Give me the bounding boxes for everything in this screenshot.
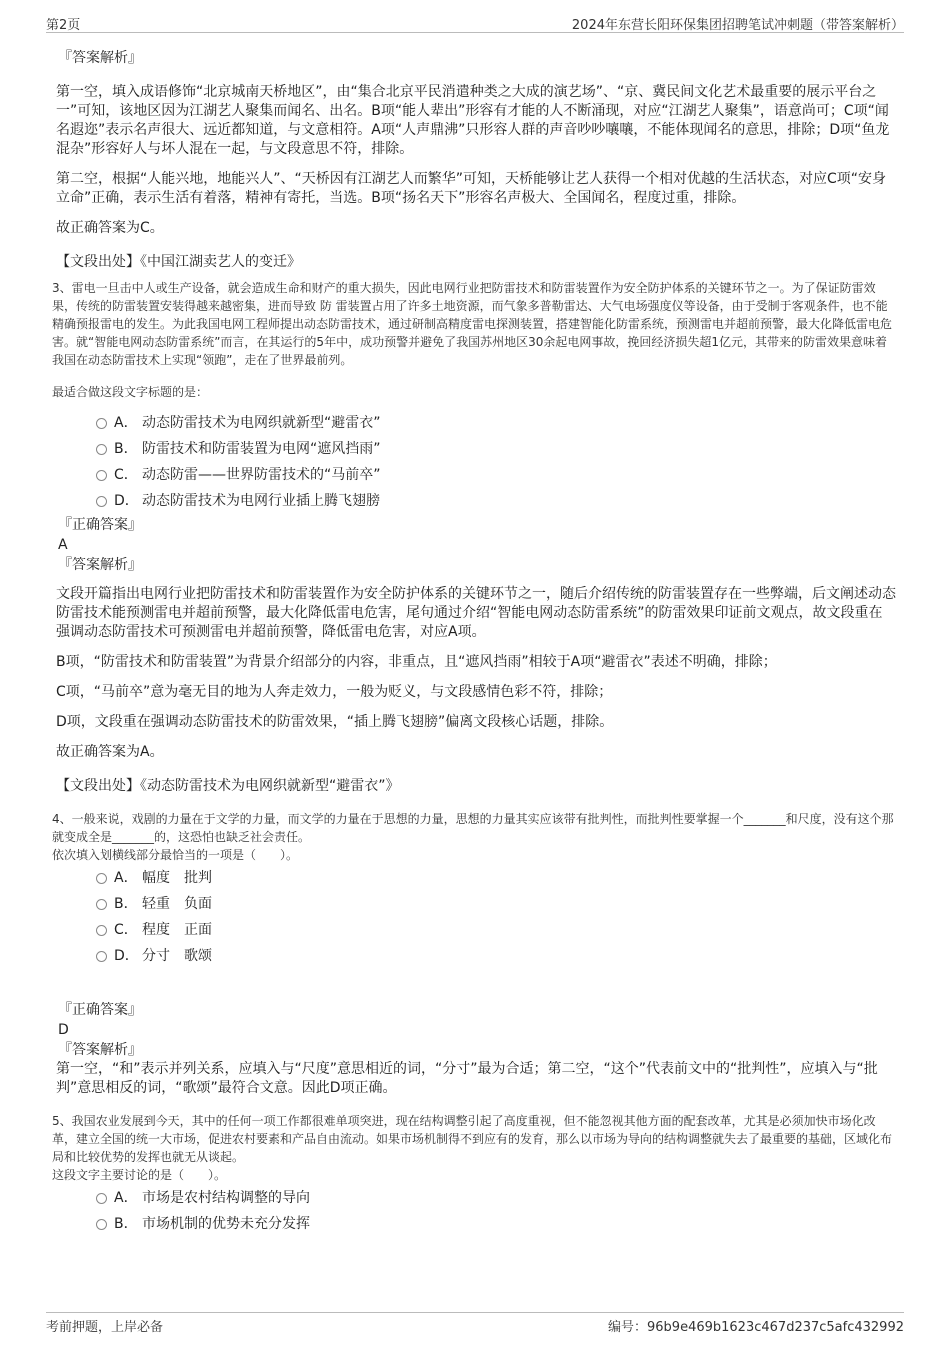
q3-option-d[interactable]: D． 动态防雷技术为电网行业插上腾飞翅膀 bbox=[56, 491, 896, 511]
document-code: 编号：96b9e469b1623c467d237c5afc432992 bbox=[608, 1320, 904, 1335]
q5-question-text: 5、我国农业发展到今天，其中的任何一项工作都很难单项突进，现在结构调整引起了高度重视，但不能忽视其他方面的配套改革，尤其是必须加快市场化改革，建立全国的统一大市场，促进农村要素和产品自由流动。如果市场机制得不到应有的发育，那么以市场为导向的结构调整就失去了最重要的基础，区域化布局和比较优势的发挥也就无从谈起。 bbox=[52, 1114, 893, 1164]
q5-option-b[interactable]: B． 市场机制的优势未充分发挥 bbox=[56, 1214, 896, 1234]
q4-options bbox=[56, 868, 896, 966]
page-content bbox=[52, 44, 896, 1234]
q4-option-d[interactable]: D． 分寸 歌颂 bbox=[56, 946, 896, 966]
radio-icon[interactable] bbox=[96, 925, 107, 936]
document-title: 2024年东营长阳环保集团招聘笔试冲刺题（带答案解析） bbox=[571, 18, 904, 33]
q3-analysis-p1: 文段开篇指出电网行业把防雷技术和防雷装置作为安全防护体系的关键环节之一，随后介绍传统的防雷装置存在一些弊端，后文阐述动态防雷技术能预测雷电并超前预警，最大化降低雷电危害，尾句通过介绍“智能电网动态防雷系统”的防雷效果印证前文观点，故文段重在强调动态防雷技术可预测雷电并超前预警，降低雷电危害，对应A项。 bbox=[56, 586, 896, 640]
q5-option-a[interactable]: A． 市场是农村结构调整的导向 bbox=[56, 1188, 896, 1208]
q3-source: 【文段出处】《动态防雷技术为电网织就新型“避雷衣”》 bbox=[56, 778, 400, 794]
q3-analysis-p2: B项，“防雷技术和防雷装置”为背景介绍部分的内容，非重点，且“遮风挡雨”相较于A项“避雷衣”表述不明确，排除； bbox=[56, 654, 777, 670]
q2-analysis-p1: 第一空，填入成语修饰“北京城南天桥地区”，由“集合北京平民消遣种类之大成的演艺场”、“京、冀民间文化艺术最重要的展示平台之一”可知，该地区因为江湖艺人聚集而闻名、出名。B项“能人辈出”形容有才能的人不断涌现，对应“江湖艺人聚集”，语意尚可；C项“闻名遐迩”表示名声很大、远近都知道，与文意相符。A项“人声鼎沸”只形容人群的声音吵吵嚷嚷，不能体现闻名的意思，排除；D项“鱼龙混杂”形容好人与坏人混在一起，与文段意思不符，排除。 bbox=[56, 84, 890, 157]
q3-answer: A bbox=[58, 537, 68, 553]
radio-icon[interactable] bbox=[96, 496, 107, 507]
q4-answer-label: 『正确答案』 bbox=[58, 1002, 142, 1018]
radio-icon[interactable] bbox=[96, 470, 107, 481]
q4-option-c[interactable]: C． 程度 正面 bbox=[56, 920, 896, 940]
radio-icon[interactable] bbox=[96, 1219, 107, 1230]
q4-question-text: 4、一般来说，戏剧的力量在于文学的力量，而文学的力量在于思想的力量，思想的力量其实应该带有批判性，而批判性要掌握一个_______和尺度，没有这个那就变成全是_______的，这恐怕也缺乏社会责任。 bbox=[52, 812, 894, 844]
q3-analysis-p3: C项，“马前卒”意为毫无目的地为人奔走效力，一般为贬义，与文段感情色彩不符，排除； bbox=[56, 684, 613, 700]
q4-option-b[interactable]: B． 轻重 负面 bbox=[56, 894, 896, 914]
q3-option-a[interactable]: A． 动态防雷技术为电网织就新型“避雷衣” bbox=[56, 413, 896, 433]
page-footer bbox=[46, 1312, 904, 1333]
q3-option-b[interactable]: B． 防雷技术和防雷装置为电网“遮风挡雨” bbox=[56, 439, 896, 459]
radio-icon[interactable] bbox=[96, 1193, 107, 1204]
q3-options bbox=[56, 413, 896, 511]
q2-conclusion: 故正确答案为C。 bbox=[56, 220, 164, 236]
q3-option-c[interactable]: C． 动态防雷——世界防雷技术的“马前卒” bbox=[56, 465, 896, 485]
q3-answer-label: 『正确答案』 bbox=[58, 517, 142, 533]
q3-prompt: 最适合做这段文字标题的是： bbox=[52, 385, 209, 399]
q3-question-text: 3、雷电一旦击中人或生产设备，就会造成生命和财产的重大损失，因此电网行业把防雷技术和防雷装置作为安全防护体系的关键环节之一。为了保证防雷效果，传统的防雷装置安装得越来越密集，进而导致 防 雷装置占用了许多土地资源，而气象多普勒雷达、大气电场强度仪等设备，由于受制于客观条件，也不能精确预报雷电的发生。为此我国电网工程师提出动态防雷技术，通过研制高精度雷电探测装置，搭建智能化防雷系统，预测雷电并超前预警，最大化降低雷电危害。就“智能电网动态防雷系统”而言，在其运行的5年中，成功预警并避免了我国苏州地区30余起电网事故，挽回经济损失超1亿元，其带来的防雷效果意味着我国在动态防雷技术上实现“领跑”，走在了世界最前列。 bbox=[52, 281, 893, 367]
q2-analysis-label: 『答案解析』 bbox=[58, 50, 142, 66]
radio-icon[interactable] bbox=[96, 899, 107, 910]
q4-prompt: 依次填入划横线部分最恰当的一项是（ ）。 bbox=[52, 848, 299, 862]
q3-conclusion: 故正确答案为A。 bbox=[56, 744, 164, 760]
q4-answer: D bbox=[58, 1022, 69, 1038]
footer-slogan: 考前押题，上岸必备 bbox=[46, 1320, 164, 1335]
q3-analysis-label: 『答案解析』 bbox=[58, 557, 142, 573]
radio-icon[interactable] bbox=[96, 951, 107, 962]
q2-analysis-p2: 第二空，根据“人能兴地，地能兴人”、“天桥因有江湖艺人而繁华”可知，天桥能够让艺人获得一个相对优越的生活状态，对应C项“安身立命”正确，表示生活有着落，精神有寄托，当选。B项“扬名天下”形容名声极大、全国闻名，程度过重，排除。 bbox=[56, 171, 887, 206]
q3-analysis-p4: D项，文段重在强调动态防雷技术的防雷效果，“插上腾飞翅膀”偏离文段核心话题，排除。 bbox=[56, 714, 614, 730]
q5-options bbox=[56, 1188, 896, 1234]
q5-prompt: 这段文字主要讨论的是（ ）。 bbox=[52, 1168, 227, 1182]
radio-icon[interactable] bbox=[96, 873, 107, 884]
q4-analysis-label: 『答案解析』 bbox=[58, 1042, 142, 1058]
q4-analysis-p1: 第一空，“和”表示并列关系，应填入与“尺度”意思相近的词，“分寸”最为合适；第二空，“这个”代表前文中的“批判性”，应填入与“批判”意思相反的词，“歌颂”最符合文意。因此D项正确。 bbox=[56, 1061, 878, 1096]
q4-option-a[interactable]: A． 幅度 批判 bbox=[56, 868, 896, 888]
q2-source: 【文段出处】《中国江湖卖艺人的变迁》 bbox=[56, 254, 301, 270]
page-header bbox=[46, 12, 904, 33]
radio-icon[interactable] bbox=[96, 444, 107, 455]
page-number: 第2页 bbox=[46, 18, 81, 33]
radio-icon[interactable] bbox=[96, 418, 107, 429]
